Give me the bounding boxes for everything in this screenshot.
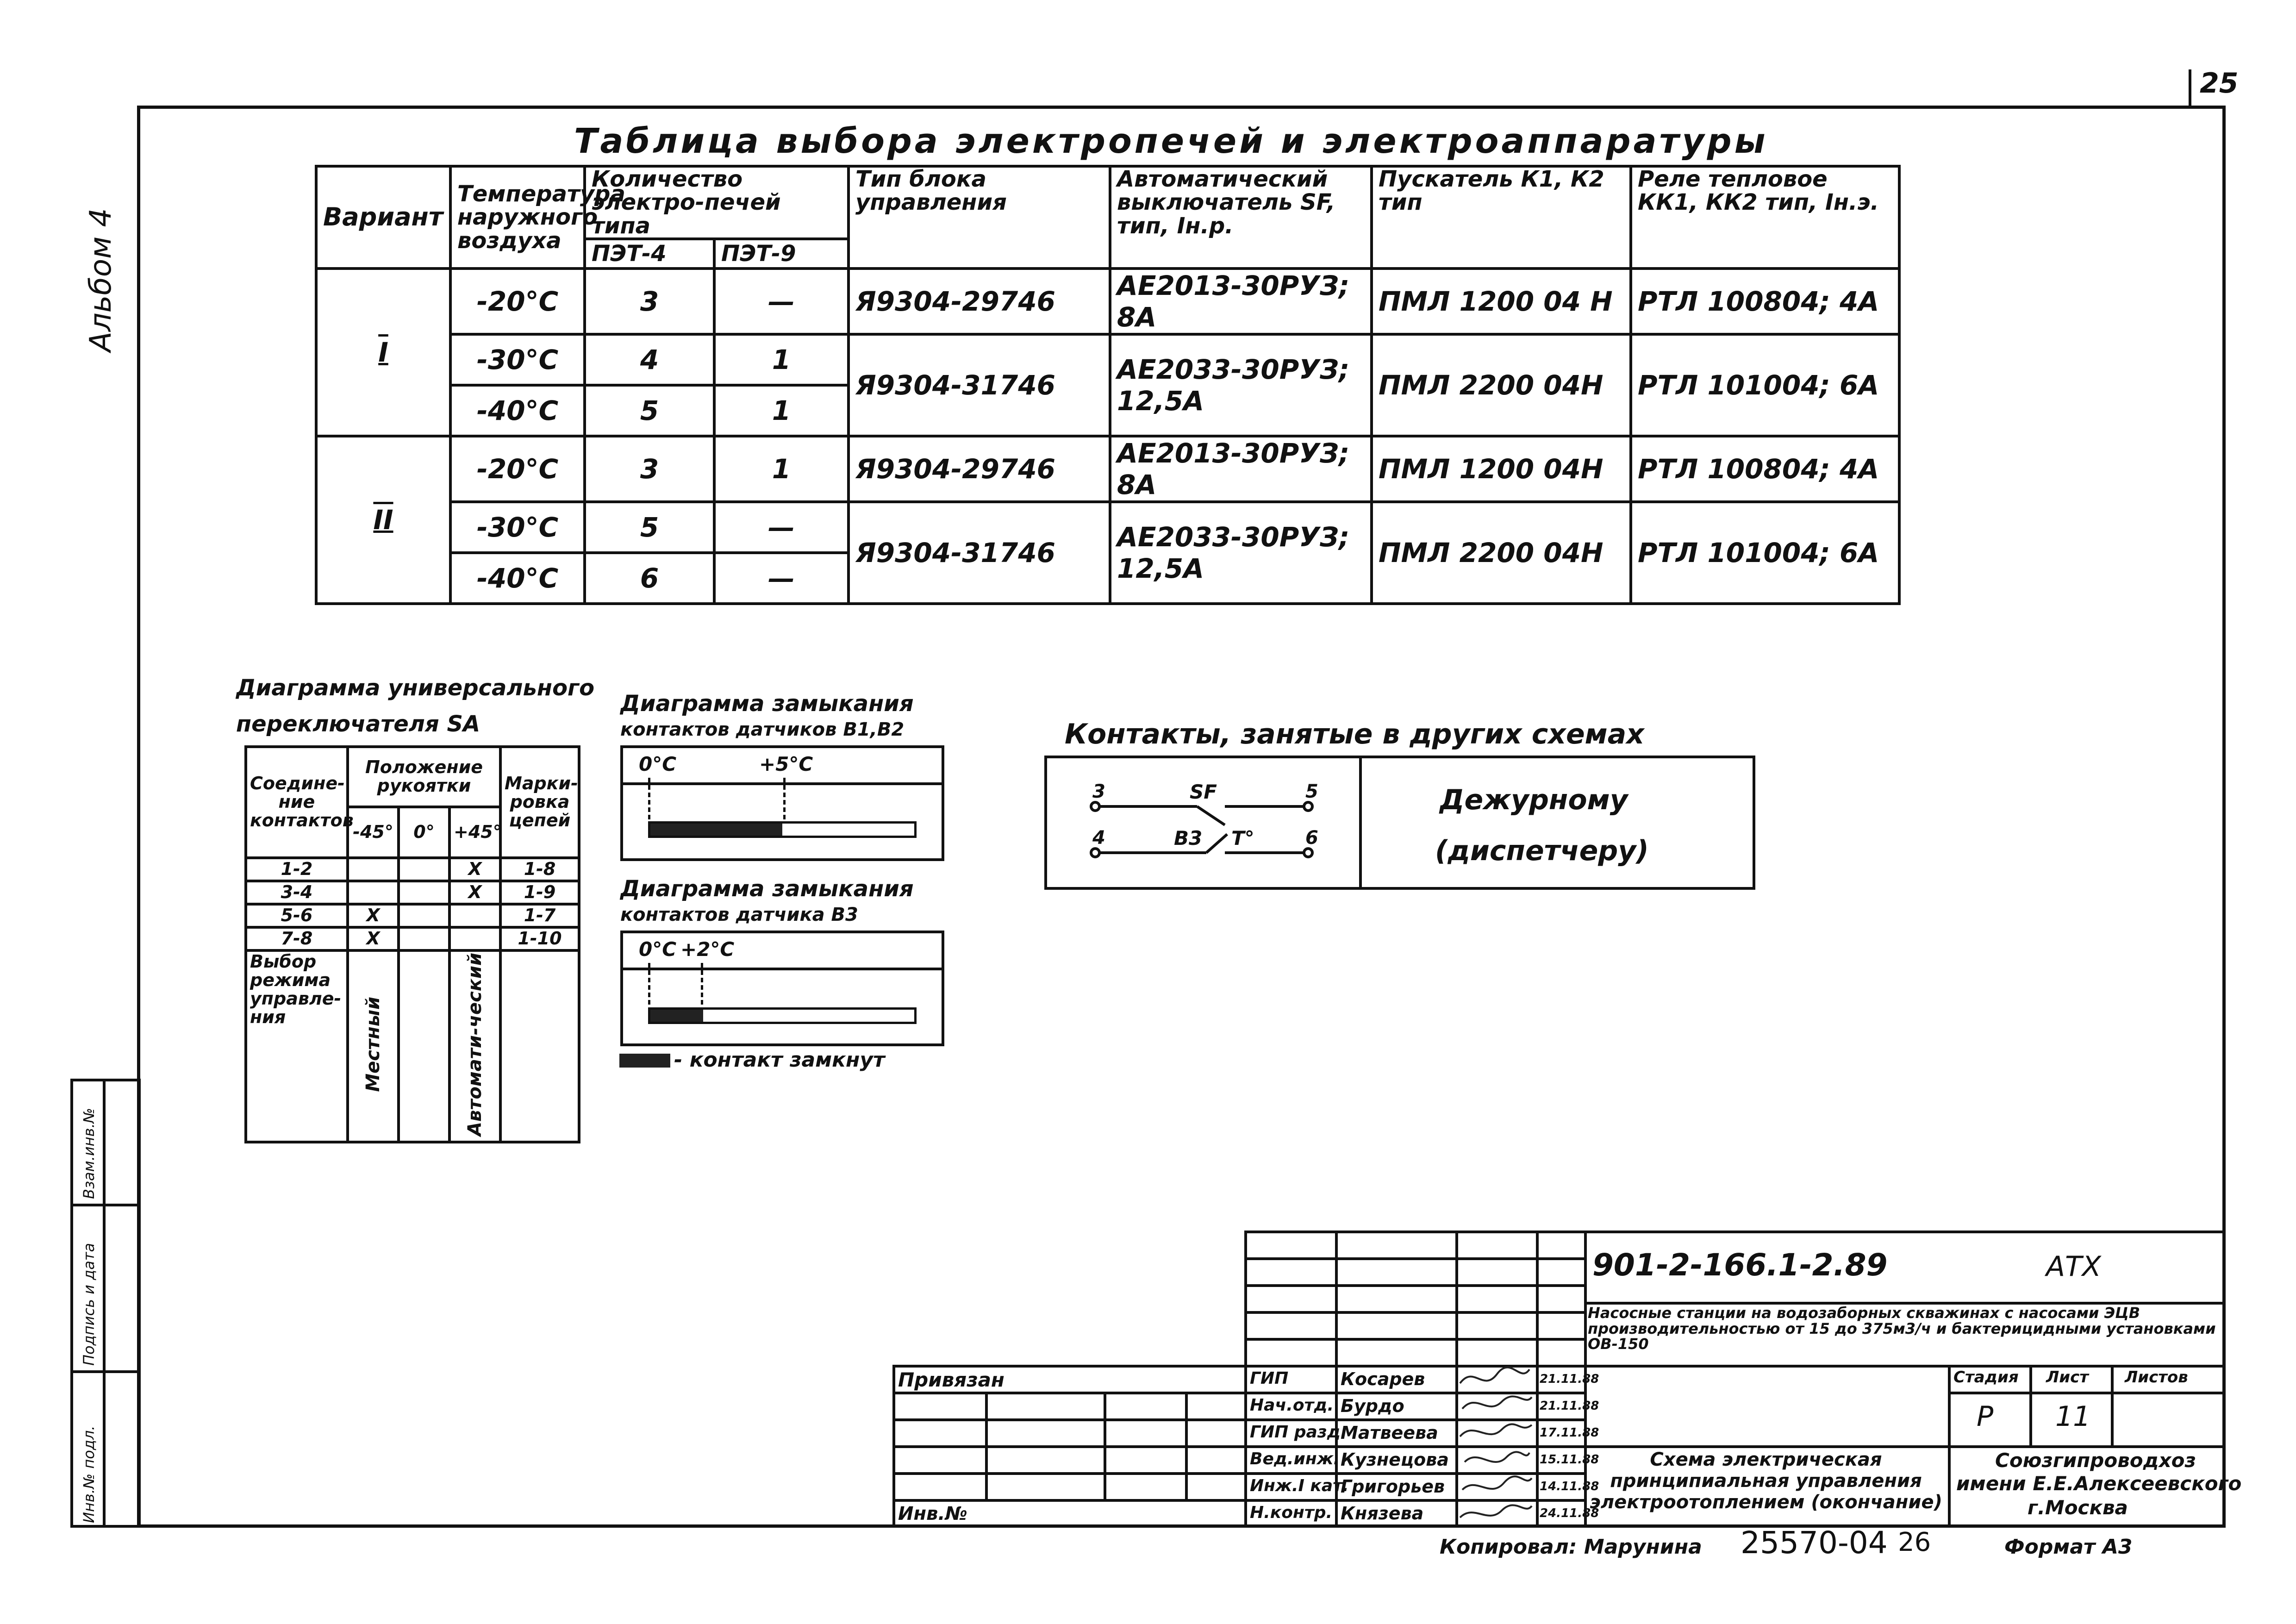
- person-name: Григорьев: [1341, 1476, 1445, 1497]
- sf-label: SF: [1190, 781, 1217, 803]
- switch-table: [244, 745, 580, 1143]
- temp-cell: -40°С: [450, 385, 585, 436]
- stamp-row-line: [1244, 1338, 1584, 1341]
- privyazan-label: Привязан: [898, 1368, 1004, 1391]
- stamp-row-line: [1244, 1311, 1584, 1314]
- sensor2-title-1: Диаграмма замыкания: [620, 876, 914, 902]
- angle-label: 0°: [399, 807, 449, 858]
- stamp-left-line: [1244, 1230, 1247, 1528]
- stamp-right-line-2: [1584, 1365, 2226, 1368]
- switch-diagram-title-1: Диаграмма универсального: [236, 675, 595, 701]
- t-label: Т°: [1231, 827, 1254, 849]
- sensor1-mark-b: +5°С: [759, 753, 813, 775]
- switch-mark: [399, 858, 449, 881]
- switch-mark: [348, 858, 399, 881]
- side-stamp-podpis: Подпись и дата: [80, 1243, 98, 1366]
- pet4-cell: 3: [585, 436, 714, 502]
- sign-date: 14.11.88: [1540, 1480, 1599, 1493]
- switch-row-pair: 1-2: [246, 858, 348, 881]
- sensor2-tick-a: [648, 963, 650, 1005]
- sensor1-bar: [648, 821, 917, 838]
- sensor2-divider: [620, 968, 944, 970]
- sensor1-tick-b: [783, 778, 786, 819]
- side-stamp-vzam: Взам.инв.№: [80, 1108, 98, 1199]
- contacts-title: Контакты, занятые в других схемах: [1065, 718, 1644, 750]
- person-name: Матвеева: [1341, 1423, 1438, 1443]
- relay-cell: РТЛ 100804; 4А: [1631, 269, 1899, 334]
- contacts-schematic: [1044, 756, 1359, 890]
- side-stamp-line-2: [70, 1370, 141, 1373]
- sign-date: 21.11.88: [1540, 1372, 1599, 1386]
- pet9-cell: 1: [714, 334, 849, 385]
- block-cell: Я9304-29746: [849, 436, 1110, 502]
- sheets-header: Листов: [2125, 1368, 2188, 1387]
- switch-mark: [449, 904, 500, 927]
- relay-cell: РТЛ 101004; 6А: [1631, 502, 1899, 604]
- side-title: Альбом 4: [84, 208, 118, 352]
- header-relay: Реле тепловое КК1, КК2 тип, Iн.э.: [1631, 166, 1899, 269]
- starter-cell: ПМЛ 1200 04Н: [1372, 436, 1631, 502]
- contacts-dest-1: Дежурному: [1440, 784, 1628, 816]
- switch-row-pair: 7-8: [246, 927, 348, 950]
- sign-date: 15.11.88: [1540, 1453, 1599, 1467]
- temp-cell: -30°С: [450, 334, 585, 385]
- side-stamp-divider: [103, 1079, 106, 1528]
- breaker-cell: АЕ2013-30РУЗ; 8А: [1110, 269, 1372, 334]
- role-label: ГИП разд.: [1250, 1423, 1347, 1442]
- org-line-2: имени Е.Е.Алексеевского: [1956, 1472, 2242, 1495]
- sign-date: 24.11.88: [1540, 1506, 1599, 1520]
- starter-cell: ПМЛ 2200 04Н: [1372, 334, 1631, 436]
- equipment-table: [315, 165, 1901, 605]
- breaker-cell: АЕ2033-30РУЗ; 12,5А: [1110, 502, 1372, 604]
- switch-header-connection: Соедине-ние контактов: [246, 747, 348, 858]
- switch-mark: [399, 881, 449, 904]
- header-block: Тип блока управления: [849, 166, 1110, 269]
- switch-mark: [348, 881, 399, 904]
- sensor1-title-2: контактов датчиков В1,В2: [620, 719, 905, 740]
- role-label: ГИП: [1250, 1369, 1289, 1388]
- temp-cell: -40°С: [450, 553, 585, 604]
- switch-header-marking: Марки-ровка цепей: [500, 747, 579, 858]
- angle-label: -45°: [348, 807, 399, 858]
- stage-value: Р: [1977, 1400, 1994, 1433]
- org-line-1: Союзгипроводхоз: [1995, 1449, 2196, 1472]
- switch-row-pair: 5-6: [246, 904, 348, 927]
- block-cell: Я9304-31746: [849, 334, 1110, 436]
- stamp-section: АТХ: [2046, 1250, 2101, 1283]
- person-name: Бурдо: [1341, 1396, 1404, 1416]
- relay-cell: РТЛ 101004; 6А: [1631, 334, 1899, 436]
- terminal-4: 4: [1092, 827, 1105, 849]
- mode-auto: Автомати-ческий: [464, 953, 486, 1136]
- sensor1-title-1: Диаграмма замыкания: [620, 691, 914, 717]
- stamp-row-line: [1244, 1257, 1584, 1260]
- stamp-right-divider: [1584, 1230, 1587, 1528]
- switch-row-pair: 3-4: [246, 881, 348, 904]
- footer-format: Формат А3: [2004, 1535, 2133, 1559]
- switch-mark: [449, 927, 500, 950]
- stamp-col-3: [1536, 1230, 1539, 1528]
- role-label: Нач.отд.: [1250, 1396, 1334, 1415]
- stamp-left-col: [985, 1392, 988, 1499]
- stage-header: Стадия: [1953, 1368, 2019, 1387]
- terminal-3: 3: [1092, 781, 1105, 802]
- header-pet4: ПЭТ-4: [585, 239, 714, 269]
- stamp-row-line: [1244, 1284, 1584, 1287]
- legend-text: - контакт замкнут: [674, 1048, 885, 1072]
- header-temperature: Температура наружного воздуха: [450, 166, 585, 269]
- block-cell: Я9304-29746: [849, 269, 1110, 334]
- relay-cell: РТЛ 100804; 4А: [1631, 436, 1899, 502]
- pet9-cell: —: [714, 553, 849, 604]
- switch-mark: [399, 904, 449, 927]
- terminal-5: 5: [1305, 781, 1318, 802]
- page-number: 25: [2200, 67, 2239, 100]
- switch-mark: X: [449, 881, 500, 904]
- sensor2-title-2: контактов датчика В3: [620, 904, 858, 925]
- header-breaker: Автоматический выключатель SF, тип, Iн.р.: [1110, 166, 1372, 269]
- page-number-divider: [2189, 69, 2191, 108]
- header-pet9: ПЭТ-9: [714, 239, 849, 269]
- terminal-6: 6: [1305, 827, 1318, 849]
- pet4-cell: 5: [585, 502, 714, 553]
- sensor2-mark-a: 0°С: [639, 938, 677, 961]
- switch-row-chain: 1-8: [500, 858, 579, 881]
- role-label: Н.контр.: [1250, 1503, 1333, 1522]
- side-stamp-line-1: [70, 1204, 141, 1206]
- switch-row-chain: 1-10: [500, 927, 579, 950]
- footer-num: 26: [1898, 1527, 1931, 1557]
- main-table-title: Таблица выбора электропечей и электроаппаратуры: [574, 121, 1768, 161]
- pet4-cell: 5: [585, 385, 714, 436]
- footer-archive: 25570-04: [1741, 1525, 1888, 1561]
- person-name: Князева: [1341, 1503, 1424, 1524]
- stamp-left-col: [1185, 1392, 1188, 1499]
- temp-cell: -30°С: [450, 502, 585, 553]
- stamp-drawing-title: Схема электрическая принципиальная управления электроотоплением (окончание): [1590, 1449, 1942, 1513]
- pet9-cell: 1: [714, 385, 849, 436]
- breaker-cell: АЕ2033-30РУЗ; 12,5А: [1110, 334, 1372, 436]
- pet4-cell: 3: [585, 269, 714, 334]
- switch-header-position: Положение рукоятки: [348, 747, 500, 807]
- starter-cell: ПМЛ 1200 04 Н: [1372, 269, 1631, 334]
- pet9-cell: 1: [714, 436, 849, 502]
- sign-date: 17.11.88: [1540, 1426, 1599, 1440]
- angle-label: +45°: [449, 807, 500, 858]
- sensor2-mark-b: +2°С: [680, 938, 735, 961]
- switch-mark: X: [449, 858, 500, 881]
- sign-date: 21.11.88: [1540, 1399, 1599, 1413]
- sensor2-bar: [648, 1007, 917, 1024]
- pet9-cell: —: [714, 502, 849, 553]
- stamp-left-col: [1104, 1392, 1106, 1499]
- breaker-cell: АЕ2013-30РУЗ; 8А: [1110, 436, 1372, 502]
- stamp-right-col: [1948, 1365, 1951, 1528]
- signatures: [1455, 1365, 1536, 1528]
- mode-local: Местный: [362, 997, 384, 1092]
- sensor1-tick-a: [648, 778, 650, 819]
- contacts-divider: [1359, 756, 1362, 890]
- side-stamp-inv-podl: Инв.№ подл.: [80, 1425, 98, 1523]
- pet4-cell: 4: [585, 334, 714, 385]
- temp-cell: -20°С: [450, 269, 585, 334]
- sensor1-mark-a: 0°С: [639, 753, 677, 775]
- stamp-right-line-3: [1948, 1392, 2226, 1394]
- org-line-3: г.Москва: [2028, 1496, 2128, 1519]
- sheet-value: 11: [2055, 1400, 2091, 1433]
- switch-diagram-title-2: переключателя SA: [236, 711, 480, 737]
- footer-copied: Копировал: Марунина: [1440, 1535, 1702, 1559]
- variant-label: I: [316, 269, 450, 436]
- role-label: Инж.I кат.: [1250, 1476, 1349, 1495]
- switch-row-chain: 1-9: [500, 881, 579, 904]
- sensor2-tick-b: [701, 963, 703, 1005]
- switch-row-chain: 1-7: [500, 904, 579, 927]
- mode-label: Выбор режима управле-ния: [246, 950, 348, 1142]
- role-label: Вед.инж.: [1250, 1449, 1340, 1468]
- block-cell: Я9304-31746: [849, 502, 1110, 604]
- header-count: Количество электро-печей типа: [585, 166, 849, 239]
- person-name: Косарев: [1341, 1369, 1425, 1389]
- stamp-right-line-4: [1584, 1445, 2226, 1448]
- switch-mark: X: [348, 927, 399, 950]
- stamp-right-col: [2111, 1365, 2114, 1445]
- b3-label: В3: [1174, 827, 1203, 849]
- inv-label: Инв.№: [898, 1503, 967, 1524]
- sheet-header: Лист: [2046, 1368, 2089, 1387]
- temp-cell: -20°С: [450, 436, 585, 502]
- legend-swatch: [619, 1054, 670, 1068]
- variant-label: II: [316, 436, 450, 604]
- stamp-code: 901-2-166.1-2.89: [1592, 1247, 1888, 1283]
- sensor1-bar-fill: [650, 824, 782, 836]
- pet9-cell: —: [714, 269, 849, 334]
- switch-mark: X: [348, 904, 399, 927]
- stamp-project: Насосные станции на водозаборных скважинах с насосами ЭЦВ производительностью от 15 до 375м3/ч и бактерицидными установками ОВ-150: [1588, 1304, 2216, 1353]
- stamp-top-line: [1244, 1230, 2226, 1233]
- person-name: Кузнецова: [1341, 1449, 1449, 1470]
- contacts-dest-2: (диспетчеру): [1435, 835, 1649, 867]
- pet4-cell: 6: [585, 553, 714, 604]
- sensor2-bar-fill: [650, 1010, 703, 1022]
- switch-mark: [399, 927, 449, 950]
- header-starter: Пускатель К1, К2 тип: [1372, 166, 1631, 269]
- stamp-right-col: [2029, 1365, 2032, 1445]
- sensor1-divider: [620, 782, 944, 785]
- starter-cell: ПМЛ 2200 04Н: [1372, 502, 1631, 604]
- header-variant: Вариант: [316, 166, 450, 269]
